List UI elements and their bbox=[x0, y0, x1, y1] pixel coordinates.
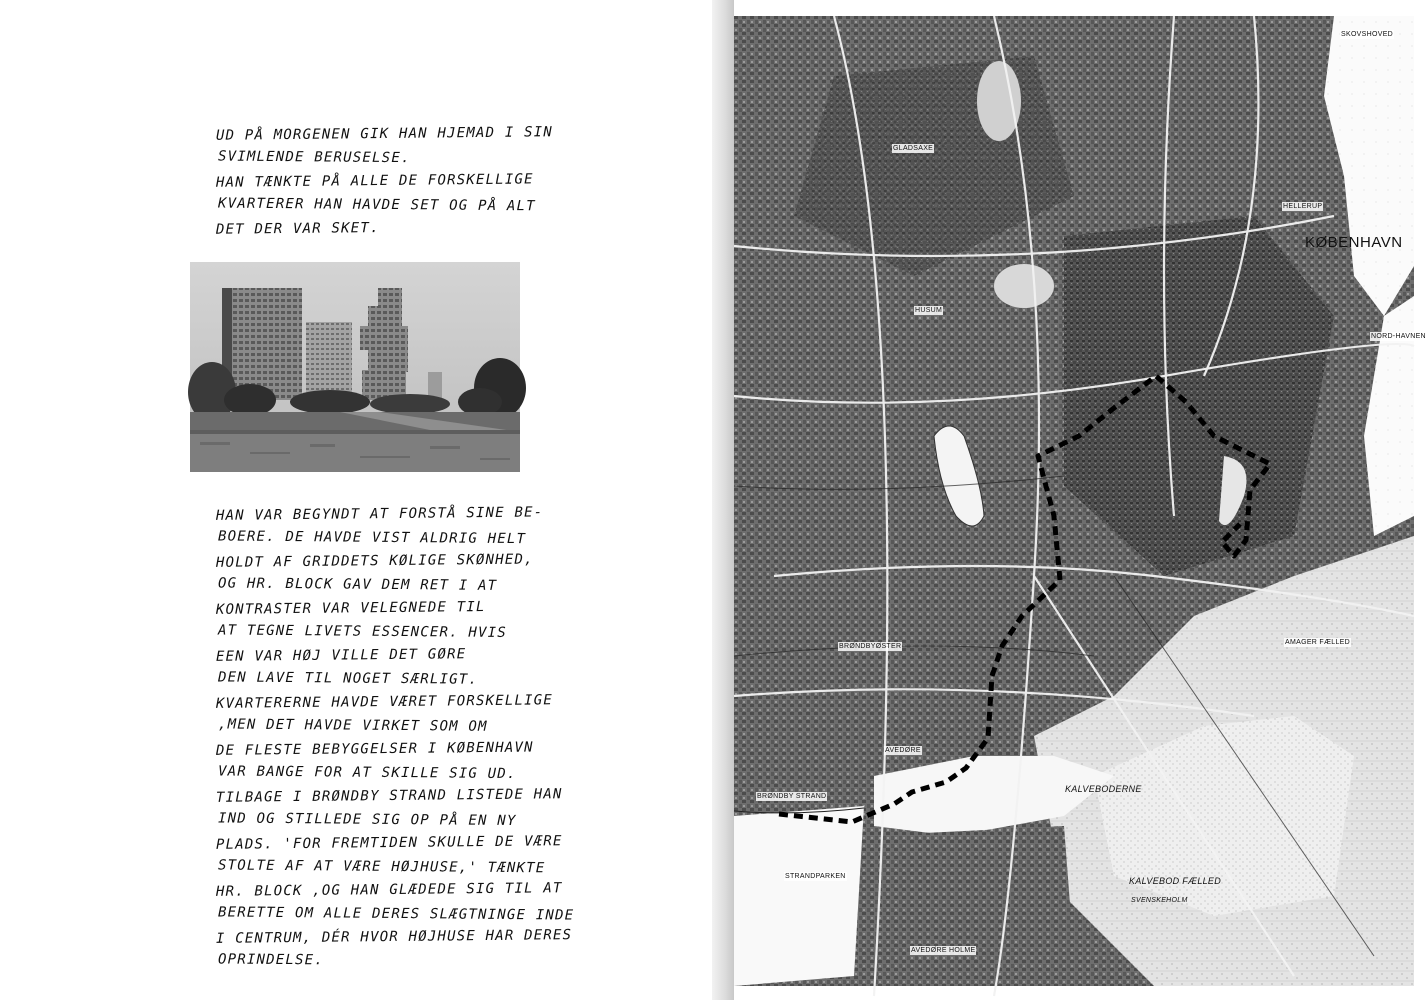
text-line: KONTRASTER VAR VELEGNEDE TIL bbox=[215, 599, 486, 618]
text-line: KVARTERER HAN HAVDE SET OG PÅ ALT bbox=[217, 195, 536, 214]
handwritten-text-bottom bbox=[215, 504, 575, 976]
label-husum: HUSUM bbox=[915, 307, 943, 314]
text-line: DE FLESTE BEBYGGELSER I KØBENHAVN bbox=[215, 739, 534, 759]
text-line: HR. BLOCK ,OG HAN GLÆDEDE SIG TIL AT bbox=[215, 880, 563, 900]
label-kobenhavn: KØBENHAVN bbox=[1305, 234, 1403, 251]
text-line: DEN LAVE TIL NOGET SÆRLIGT. bbox=[217, 668, 479, 688]
text-line: ,MEN DET HAVDE VIRKET SOM OM bbox=[217, 715, 488, 735]
text-line: AT TEGNE LIVETS ESSENCER. HVIS bbox=[217, 621, 507, 641]
text-line: DET DER VAR SKET. bbox=[215, 220, 380, 238]
text-line: VAR BANGE FOR AT SKILLE SIG UD. bbox=[217, 762, 517, 782]
map-graphic bbox=[734, 16, 1414, 986]
text-line: HAN VAR BEGYNDT AT FORSTÅ SINE BE- bbox=[215, 504, 544, 524]
text-line: BERETTE OM ALLE DERES SLÆGTNINGE INDE bbox=[217, 903, 575, 924]
text-line: KVARTERERNE HAVDE VÆRET FORSKELLIGE bbox=[215, 692, 554, 712]
text-line: OPRINDELSE. bbox=[217, 950, 325, 968]
text-line: I CENTRUM, DÉR HVOR HØJHUSE HAR DERES bbox=[215, 927, 573, 947]
left-page bbox=[0, 0, 712, 1000]
label-skovshoved: SKOVSHOVED bbox=[1341, 31, 1394, 38]
label-nordhavnen: NORD-HAVNEN bbox=[1371, 333, 1426, 340]
text-line: STOLTE AF AT VÆRE HØJHUSE,' TÆNKTE bbox=[217, 856, 546, 876]
label-svenskeholm: SVENSKEHOLM bbox=[1131, 897, 1188, 904]
label-kalvebod-faelled: KALVEBOD FÆLLED bbox=[1129, 876, 1222, 886]
text-line: IND OG STILLEDE SIG OP PÅ EN NY bbox=[217, 809, 517, 829]
label-amager-faelled: AMAGER FÆLLED bbox=[1285, 639, 1350, 646]
text-line: HOLDT AF GRIDDETS KØLIGE SKØNHED, bbox=[215, 551, 534, 571]
label-kalveboderne: KALVEBODERNE bbox=[1065, 784, 1142, 794]
label-avedore-holme: AVEDØRE HOLME bbox=[911, 947, 976, 954]
label-gladsaxe: GLADSAXE bbox=[893, 145, 934, 152]
tower-blocks-illustration bbox=[190, 262, 520, 472]
copenhagen-map bbox=[734, 16, 1426, 986]
book-gutter bbox=[712, 0, 734, 1000]
text-line: PLADS. 'FOR FREMTIDEN SKULLE DE VÆRE bbox=[215, 833, 563, 853]
high-rise-photo bbox=[190, 262, 520, 472]
text-line: UD PÅ MORGENEN GIK HAN HJEMAD I SIN bbox=[215, 124, 554, 144]
text-line: OG HR. BLOCK GAV DEM RET I AT bbox=[217, 574, 498, 594]
handwritten-text-top bbox=[216, 126, 553, 244]
text-line: SVIMLENDE BERUSELSE. bbox=[217, 148, 411, 166]
label-hellerup: HELLERUP bbox=[1283, 203, 1323, 210]
text-line: EEN VAR HØJ VILLE DET GØRE bbox=[215, 646, 467, 665]
text-line: BOERE. DE HAVDE VIST ALDRIG HELT bbox=[217, 527, 527, 547]
label-brondby-strand: BRØNDBY STRAND bbox=[757, 793, 827, 800]
text-line: HAN TÆNKTE PÅ ALLE DE FORSKELLIGE bbox=[215, 171, 534, 191]
label-strandparken: STRANDPARKEN bbox=[785, 873, 846, 880]
text-line: TILBAGE I BRØNDBY STRAND LISTEDE HAN bbox=[215, 786, 563, 806]
label-avedore: AVEDØRE bbox=[885, 747, 921, 754]
label-brondbyoster: BRØNDBYØSTER bbox=[839, 643, 902, 650]
